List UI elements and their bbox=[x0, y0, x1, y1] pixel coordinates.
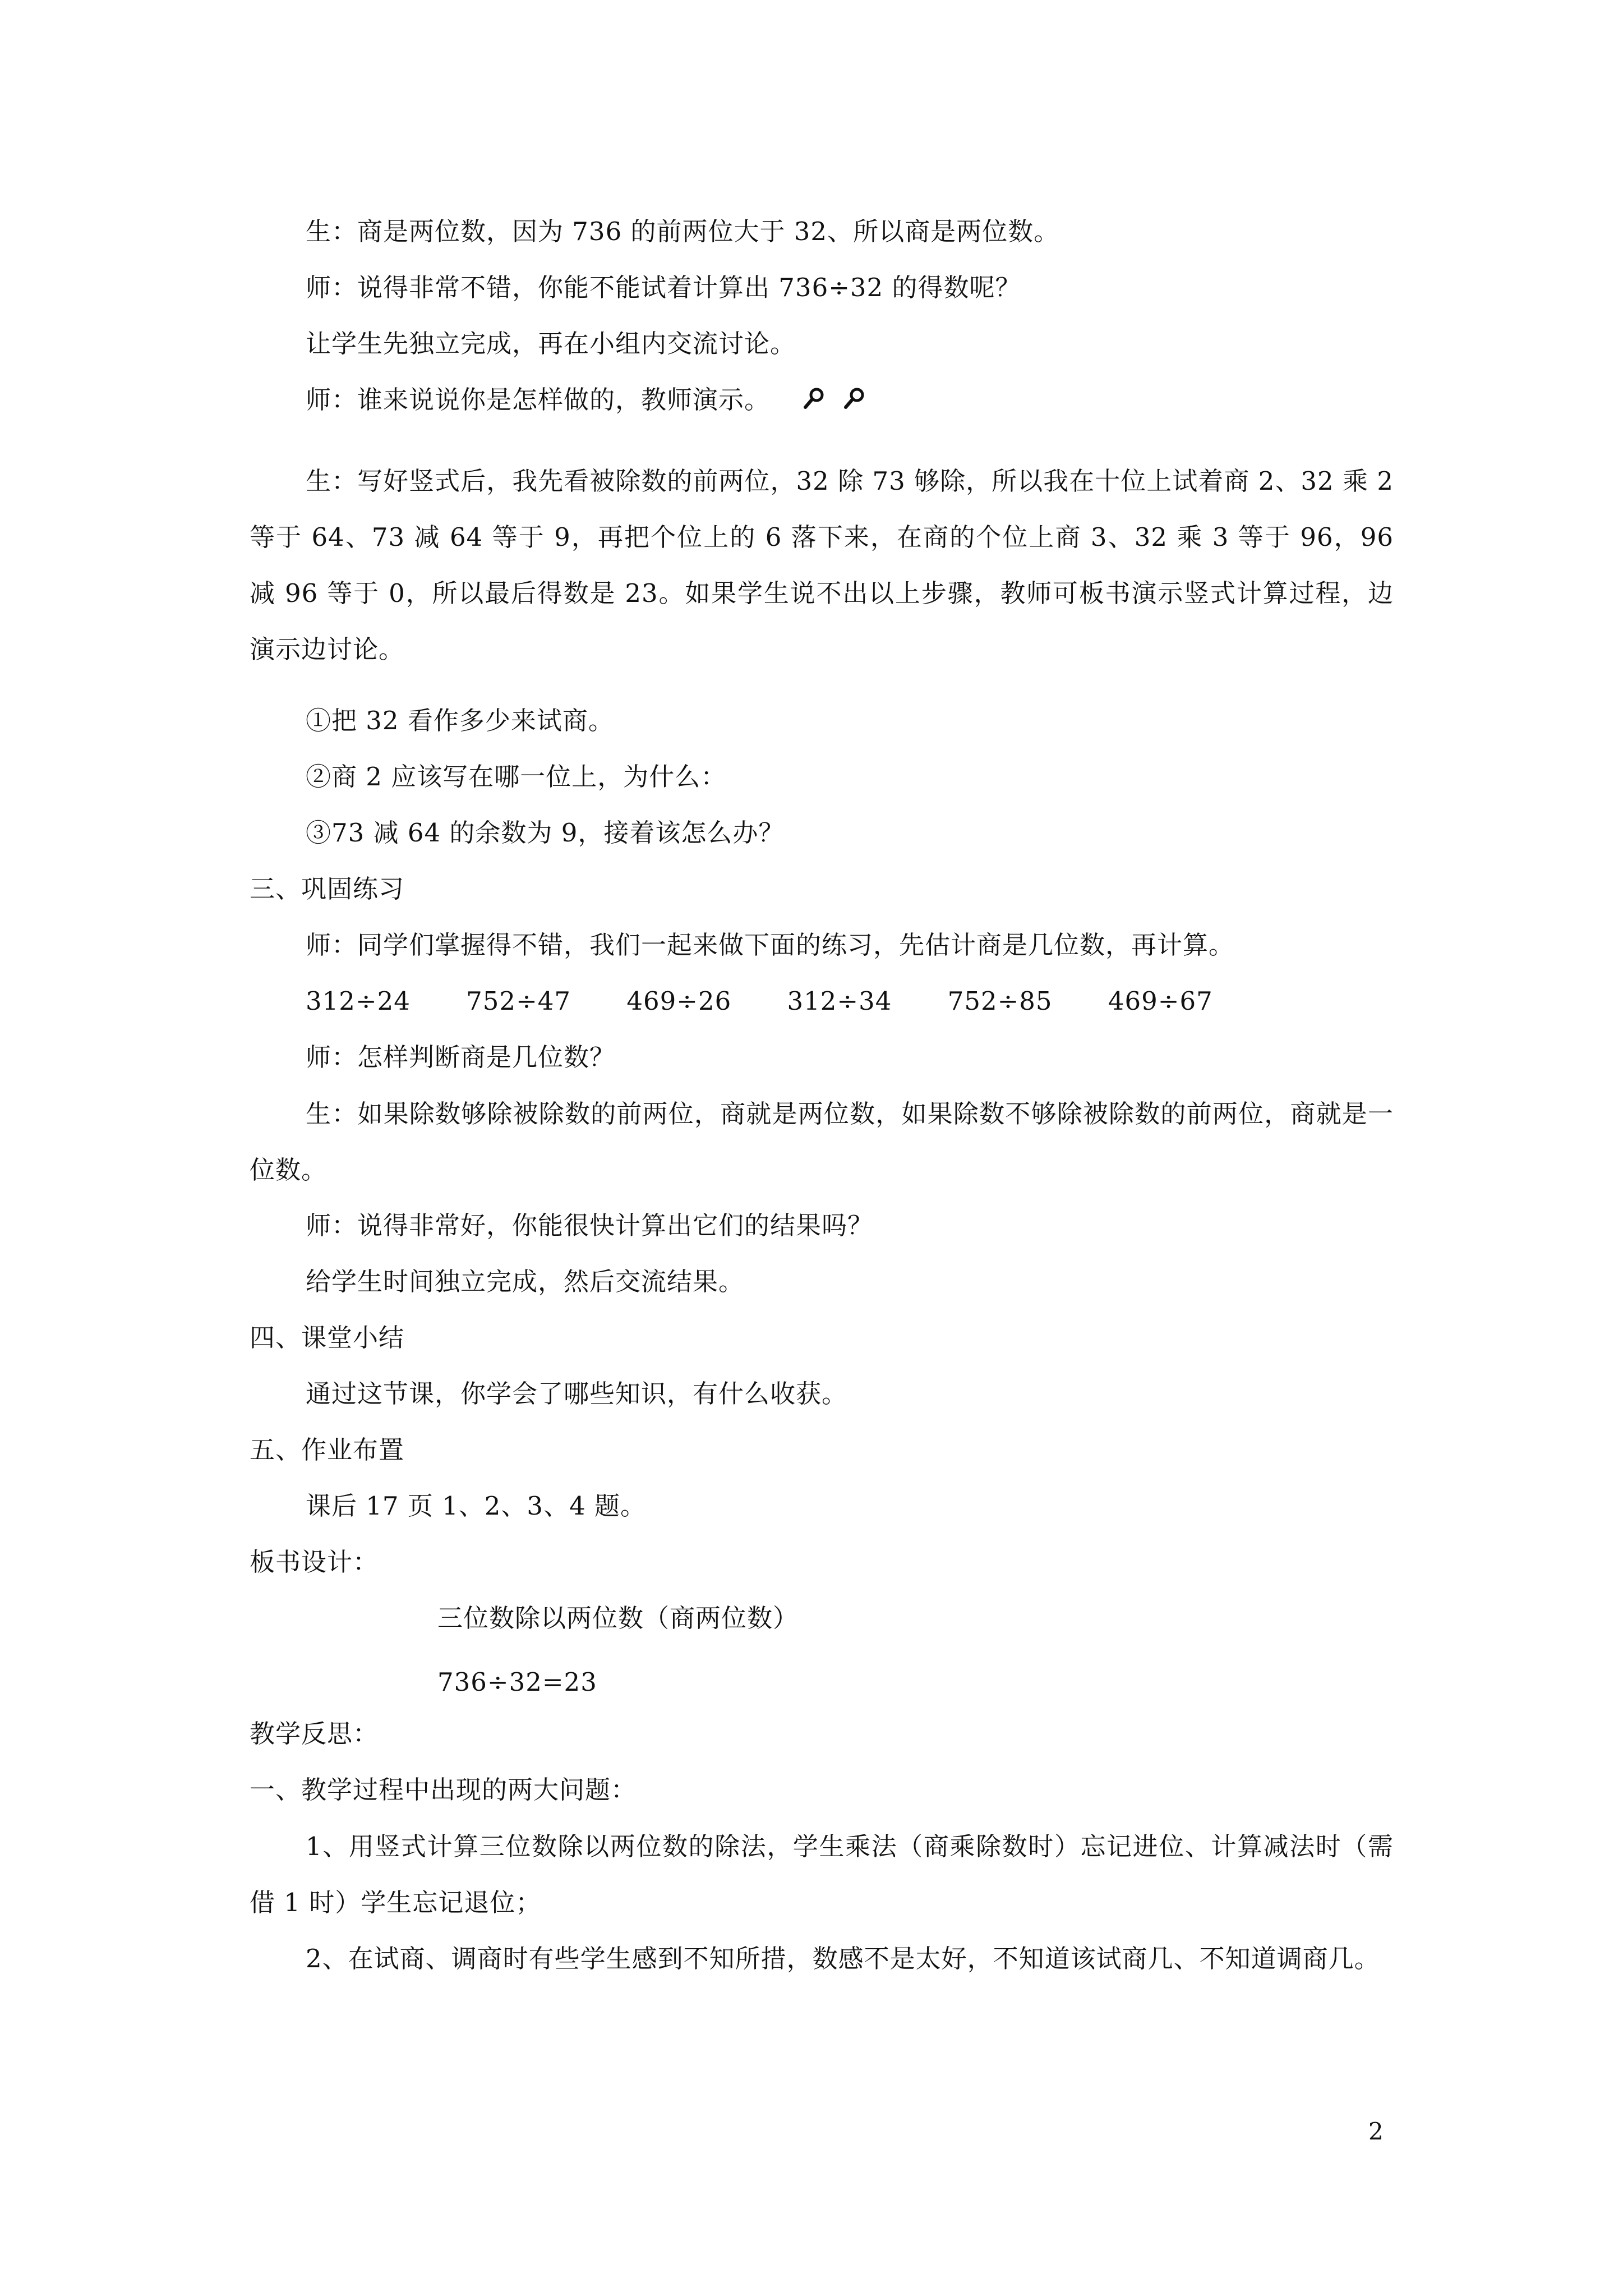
reflection-item: 2、在试商、调商时有些学生感到不知所措，数感不是太好，不知道该试商几、不知道调商几。 bbox=[306, 1944, 1380, 1973]
exercise-item: 469÷67 bbox=[1108, 986, 1213, 1016]
reflection-label: 教学反思： bbox=[250, 1719, 379, 1749]
summary-line: 通过这节课，你学会了哪些知识，有什么收获。 bbox=[306, 1379, 848, 1409]
dialogue-line bbox=[306, 385, 1450, 417]
board-title: 三位数除以两位数（商两位数） bbox=[437, 1603, 799, 1633]
paragraph-answer: 生：如果除数够除被除数的前两位，商就是两位数，如果除数不够除被除数的前两位，商就是一位数。 bbox=[250, 1099, 1394, 1185]
section-heading: 三、巩固练习 bbox=[250, 874, 405, 904]
magnifier-icons bbox=[801, 386, 872, 417]
question-item: ②商 2 应该写在哪一位上，为什么： bbox=[306, 762, 727, 792]
dialogue-line: 师：说得非常好，你能很快计算出它们的结果吗？ bbox=[306, 1211, 874, 1240]
dialogue-line: 师：怎样判断商是几位数？ bbox=[306, 1042, 616, 1072]
reflection-heading: 一、教学过程中出现的两大问题： bbox=[250, 1775, 637, 1805]
exercise-item: 752÷47 bbox=[466, 986, 571, 1016]
dialogue-line: 师：同学们掌握得不错，我们一起来做下面的练习，先估计商是几位数，再计算。 bbox=[306, 930, 1235, 960]
magnifier-icon bbox=[841, 386, 866, 411]
board-formula: 736÷32=23 bbox=[437, 1667, 597, 1697]
exercise-item: 312÷34 bbox=[787, 986, 892, 1016]
section-heading: 五、作业布置 bbox=[250, 1435, 405, 1465]
dialogue-line: 师：说得非常不错，你能不能试着计算出 736÷32 的得数呢？ bbox=[306, 273, 1021, 302]
question-item: ①把 32 看作多少来试商。 bbox=[306, 706, 614, 735]
page-number: 2 bbox=[1368, 2118, 1384, 2145]
exercise-list bbox=[306, 986, 1450, 1016]
paragraph-explanation: 生：写好竖式后，我先看被除数的前两位，32 除 73 够除，所以我在十位上试着商 2、32 乘 2 等于 64、73 减 64 等于 9，再把个位上的 6 落下来，在商的个位上商 3、32 乘 3 等于 96，96 减 96 等于 0，所以最后得数是 23。如果学生说不出以上步骤，教师可板书演示竖式计算过程，边演示边讨论。 bbox=[250, 466, 1394, 664]
exercise-item: 752÷85 bbox=[947, 986, 1053, 1016]
question-item: ③73 减 64 的余数为 9，接着该怎么办？ bbox=[306, 818, 785, 848]
instruction-line: 给学生时间独立完成，然后交流结果。 bbox=[306, 1267, 745, 1296]
dialogue-line: 生：商是两位数，因为 736 的前两位大于 32、所以商是两位数。 bbox=[306, 217, 1060, 246]
instruction-line: 让学生先独立完成，再在小组内交流讨论。 bbox=[306, 329, 796, 358]
exercise-item: 469÷26 bbox=[626, 986, 732, 1016]
exercise-item: 312÷24 bbox=[306, 986, 411, 1016]
magnifier-icon bbox=[801, 386, 826, 411]
reflection-item: 1、用竖式计算三位数除以两位数的除法，学生乘法（商乘除数时）忘记进位、计算减法时（需借 1 时）学生忘记退位； bbox=[250, 1832, 1394, 1917]
dialogue-text: 师：谁来说说你是怎样做的，教师演示。 bbox=[306, 385, 771, 415]
board-design-label: 板书设计： bbox=[250, 1547, 379, 1577]
homework-line: 课后 17 页 1、2、3、4 题。 bbox=[306, 1491, 646, 1521]
section-heading: 四、课堂小结 bbox=[250, 1323, 405, 1352]
